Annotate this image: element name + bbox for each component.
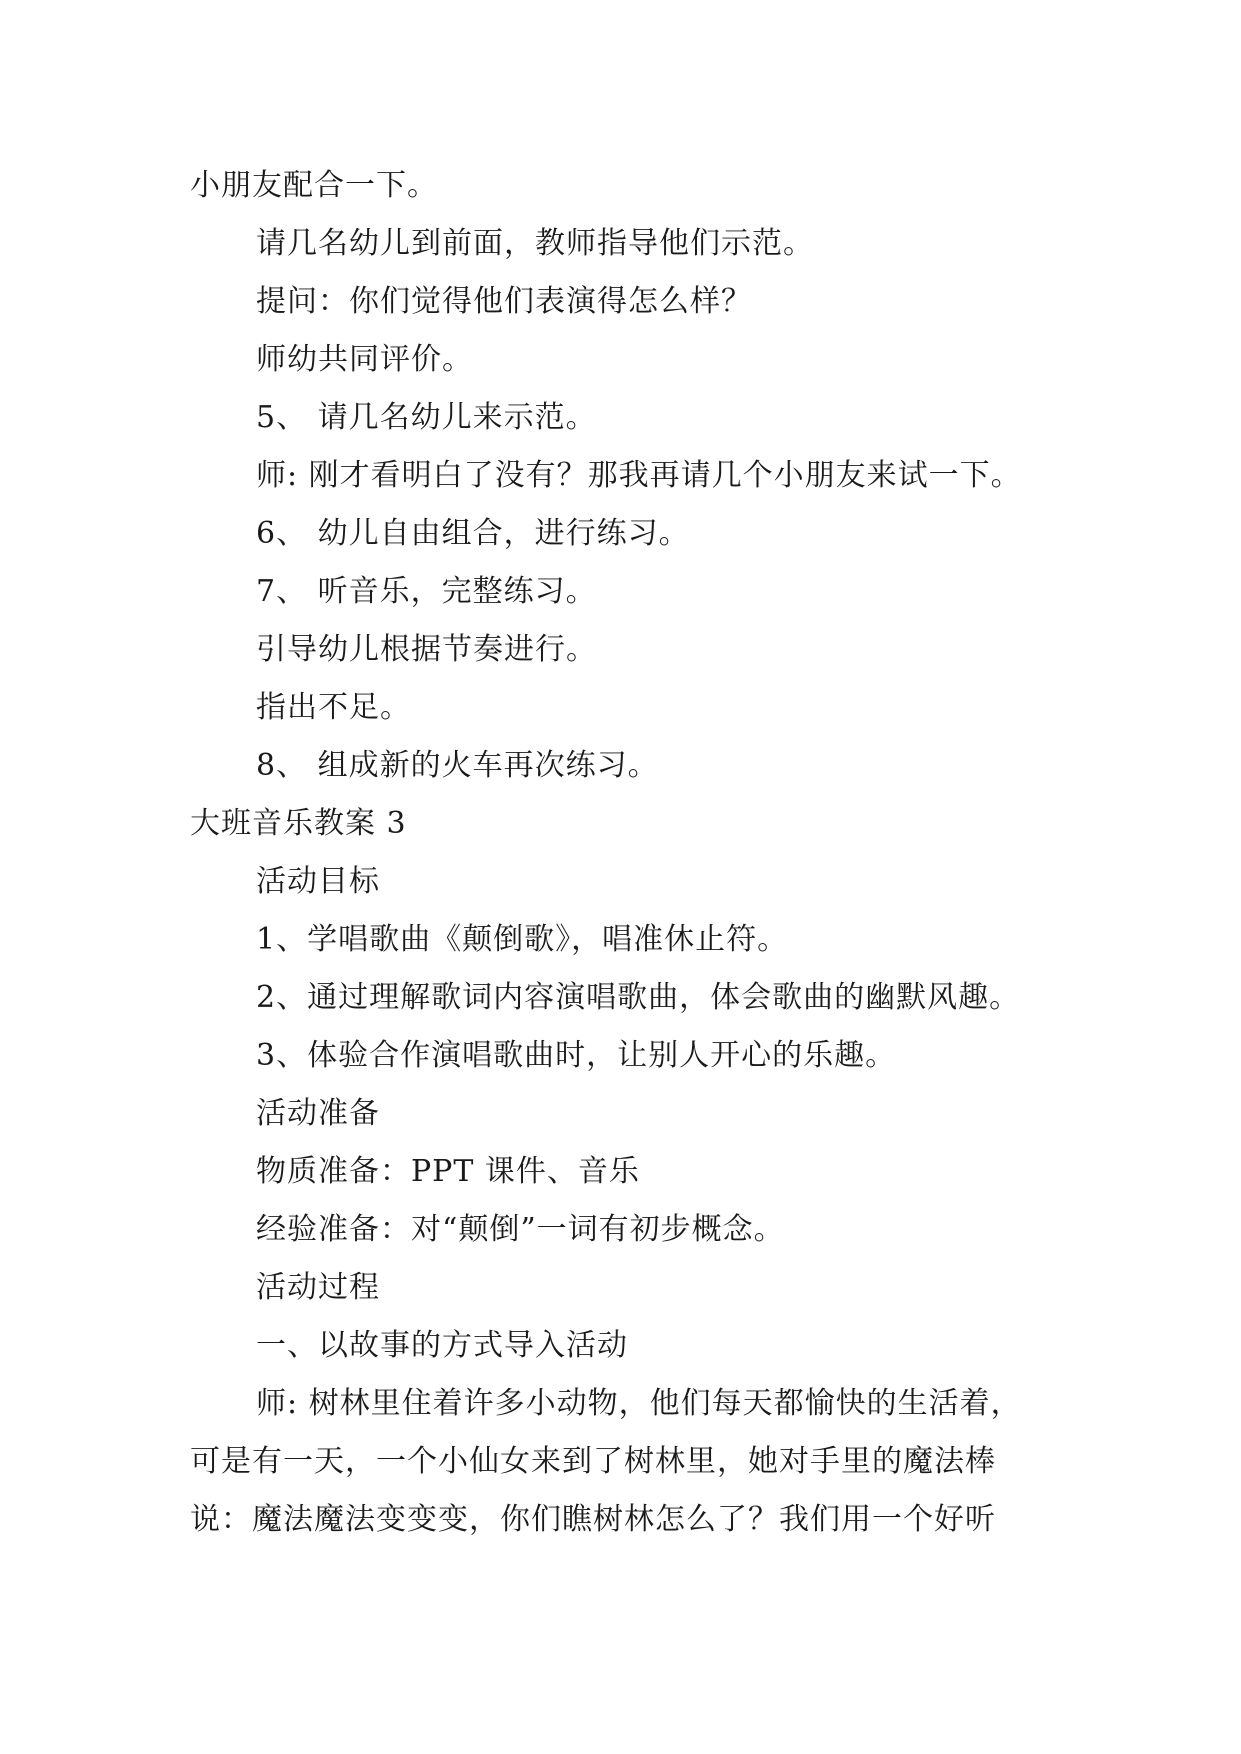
text-line: 5、 请几名幼儿来示范。 bbox=[256, 400, 597, 435]
text-line: 一、以故事的方式导入活动 bbox=[256, 1328, 628, 1363]
text-line: 2、通过理解歌词内容演唱歌曲，体会歌曲的幽默风趣。 bbox=[256, 980, 1021, 1015]
text-line: 小朋友配合一下。 bbox=[190, 168, 438, 203]
text-line: 可是有一天，一个小仙女来到了树林里，她对手里的魔法棒 bbox=[190, 1444, 996, 1479]
text-line: 请几名幼儿到前面，教师指导他们示范。 bbox=[256, 226, 814, 261]
text-line: 师: 树林里住着许多小动物，他们每天都愉快的生活着， bbox=[256, 1386, 1022, 1421]
subheading: 活动过程 bbox=[256, 1270, 380, 1305]
text-line: 师幼共同评价。 bbox=[256, 342, 473, 377]
text-line: 引导幼儿根据节奏进行。 bbox=[256, 632, 597, 667]
text-line: 1、学唱歌曲《颠倒歌》，唱准休止符。 bbox=[256, 922, 789, 957]
subheading: 活动准备 bbox=[256, 1096, 380, 1131]
text-line: 提问：你们觉得他们表演得怎么样？ bbox=[256, 284, 752, 319]
text-line: 7、 听音乐，完整练习。 bbox=[256, 574, 597, 609]
text-line: 师: 刚才看明白了没有？那我再请几个小朋友来试一下。 bbox=[256, 458, 1022, 493]
text-line: 指出不足。 bbox=[256, 690, 411, 725]
text-line: 3、体验合作演唱歌曲时，让别人开心的乐趣。 bbox=[256, 1038, 897, 1073]
section-heading: 大班音乐教案 3 bbox=[190, 806, 407, 841]
text-line: 经验准备：对“颠倒”一词有初步概念。 bbox=[256, 1212, 785, 1247]
text-line: 说：魔法魔法变变变，你们瞧树林怎么了？我们用一个好听 bbox=[190, 1502, 996, 1537]
subheading: 活动目标 bbox=[256, 864, 380, 899]
text-line: 6、 幼儿自由组合，进行练习。 bbox=[256, 516, 690, 551]
text-line: 8、 组成新的火车再次练习。 bbox=[256, 748, 659, 783]
text-line: 物质准备：PPT 课件、音乐 bbox=[256, 1154, 640, 1189]
